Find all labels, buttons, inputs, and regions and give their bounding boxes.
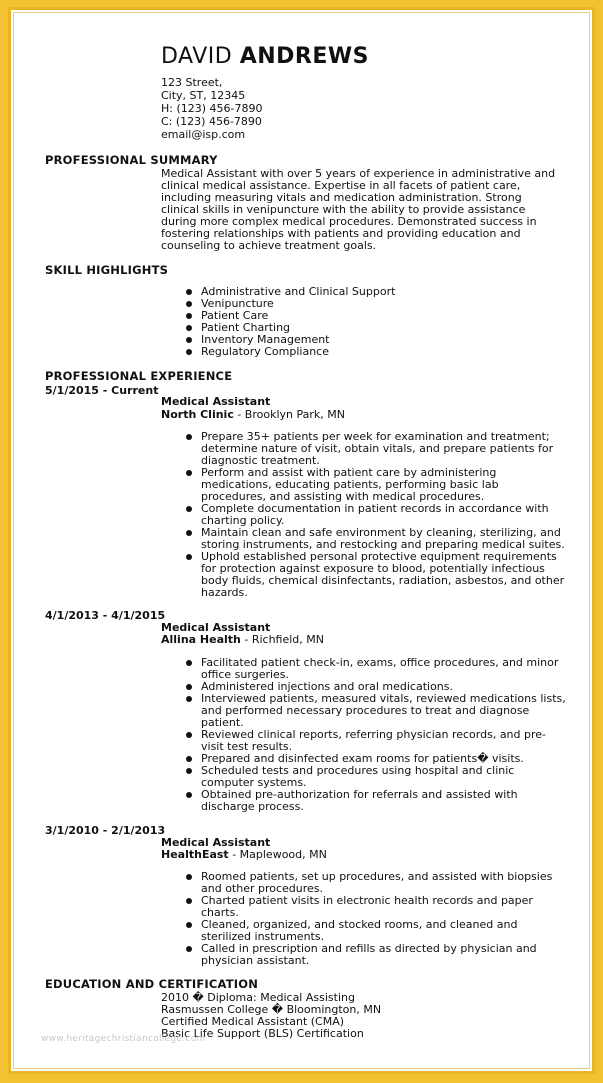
- duty-item: Called in prescription and refills as directed by physician and physician assistant.: [161, 943, 566, 967]
- experience-heading: PROFESSIONAL EXPERIENCE: [45, 369, 233, 383]
- bullet-icon: [186, 946, 192, 952]
- bullet-icon: [186, 313, 192, 319]
- bullet-icon: [186, 768, 192, 774]
- candidate-name: [161, 44, 369, 70]
- watermark: www.heritagechristiancollege.com: [41, 1034, 206, 1044]
- duty-item: Obtained pre-authorization for referrals and assisted with discharge process.: [161, 789, 566, 813]
- skill-item: Patient Care: [161, 310, 566, 322]
- duty-item: Scheduled tests and procedures using hospital and clinic computer systems.: [161, 765, 566, 789]
- duty-item: Facilitated patient check-in, exams, office procedures, and minor office surgeries.: [161, 657, 566, 681]
- job-dates: 5/1/2015 - Current: [45, 384, 159, 397]
- education-line: 2010 � Diploma: Medical Assisting: [161, 991, 355, 1004]
- bullet-icon: [186, 660, 192, 666]
- summary-text: Medical Assistant with over 5 years of experience in administrative and clinical medical assistance. Expertise in all facets of patient care, including measuring vitals and medication administration. Strong clinical skills in venipuncture with the ability to provide assistance during more complex medical procedures. Demonstrated success in fostering relationships with patients and providing education and counseling to achieve treatment goals.: [161, 167, 556, 252]
- bullet-icon: [186, 530, 192, 536]
- bullet-icon: [186, 684, 192, 690]
- bullet-icon: [186, 898, 192, 904]
- employer-name: North Clinic: [161, 408, 234, 421]
- bullet-icon: [186, 922, 192, 928]
- duty-item: Reviewed clinical reports, referring physician records, and pre-visit test results.: [161, 729, 566, 753]
- bullet-icon: [186, 325, 192, 331]
- bullet-icon: [186, 337, 192, 343]
- employer-name: HealthEast: [161, 848, 229, 861]
- job-dates: 3/1/2010 - 2/1/2013: [45, 824, 166, 837]
- education-line: Basic Life Support (BLS) Certification: [161, 1027, 364, 1040]
- contact-home-phone: H: (123) 456-7890: [161, 102, 263, 115]
- bullet-icon: [186, 434, 192, 440]
- employer-location: - Richfield, MN: [240, 633, 324, 646]
- duty-item: Administered injections and oral medications.: [161, 681, 566, 693]
- job-duties: [161, 431, 566, 599]
- duty-item: Complete documentation in patient records in accordance with charting policy.: [161, 503, 566, 527]
- duty-item: Cleaned, organized, and stocked rooms, and cleaned and sterilized instruments.: [161, 919, 566, 943]
- job-employer: [161, 633, 324, 646]
- skill-item: Regulatory Compliance: [161, 346, 566, 358]
- employer-name: Allina Health: [161, 633, 241, 646]
- bullet-icon: [186, 289, 192, 295]
- contact-info: [161, 76, 263, 141]
- duty-item: Interviewed patients, measured vitals, reviewed medications lists, and performed necessary procedures to treat and diagnose patient.: [161, 693, 566, 729]
- bullet-icon: [186, 756, 192, 762]
- resume-content: [11, 10, 592, 1071]
- contact-cell-phone: C: (123) 456-7890: [161, 115, 262, 128]
- education-list: [161, 992, 381, 1040]
- contact-street: 123 Street,: [161, 76, 223, 89]
- duty-item: Prepared and disinfected exam rooms for patients� visits.: [161, 753, 566, 765]
- duty-item: Prepare 35+ patients per week for examination and treatment; determine nature of visit, obtain vitals, and prepare patients for diagnostic treatment.: [161, 431, 566, 467]
- bullet-icon: [186, 506, 192, 512]
- employer-location: - Maplewood, MN: [228, 848, 327, 861]
- education-heading: EDUCATION AND CERTIFICATION: [45, 977, 259, 991]
- education-line: Certified Medical Assistant (CMA): [161, 1015, 345, 1028]
- resume-page: [8, 7, 595, 1074]
- job-title: Medical Assistant: [161, 621, 271, 634]
- job-duties: [161, 657, 566, 813]
- bullet-icon: [186, 349, 192, 355]
- job-employer: [161, 848, 327, 861]
- contact-city: City, ST, 12345: [161, 89, 246, 102]
- bullet-icon: [186, 874, 192, 880]
- bullet-icon: [186, 470, 192, 476]
- duty-item: Roomed patients, set up procedures, and assisted with biopsies and other procedures.: [161, 871, 566, 895]
- job-dates: 4/1/2013 - 4/1/2015: [45, 609, 166, 622]
- job-title: Medical Assistant: [161, 836, 271, 849]
- bullet-icon: [186, 554, 192, 560]
- skills-list: [161, 286, 566, 358]
- job-employer: [161, 408, 345, 421]
- duty-item: Maintain clean and safe environment by cleaning, sterilizing, and storing instruments, and restocking and preparing medical suites.: [161, 527, 566, 551]
- bullet-icon: [186, 732, 192, 738]
- skill-item: Administrative and Clinical Support: [161, 286, 566, 298]
- job-duties: [161, 871, 566, 967]
- skill-item: Inventory Management: [161, 334, 566, 346]
- duty-item: Perform and assist with patient care by administering medications, educating patients, performing basic lab procedures, and assisting with medical procedures.: [161, 467, 566, 503]
- skill-item: Venipuncture: [161, 298, 566, 310]
- last-name: ANDREWS: [239, 44, 369, 69]
- education-line: Rasmussen College � Bloomington, MN: [161, 1003, 382, 1016]
- bullet-icon: [186, 696, 192, 702]
- duty-item: Charted patient visits in electronic health records and paper charts.: [161, 895, 566, 919]
- bullet-icon: [186, 301, 192, 307]
- contact-email: email@isp.com: [161, 128, 246, 141]
- skill-item: Patient Charting: [161, 322, 566, 334]
- duty-item: Uphold established personal protective equipment requirements for protection against exposure to blood, potentially infectious body fluids, chemical disinfectants, radiation, asbestos, and other hazards.: [161, 551, 566, 599]
- bullet-icon: [186, 792, 192, 798]
- job-title: Medical Assistant: [161, 395, 271, 408]
- summary-heading: PROFESSIONAL SUMMARY: [45, 153, 218, 167]
- employer-location: - Brooklyn Park, MN: [233, 408, 345, 421]
- first-name: DAVID: [161, 44, 233, 69]
- skills-heading: SKILL HIGHLIGHTS: [45, 263, 169, 277]
